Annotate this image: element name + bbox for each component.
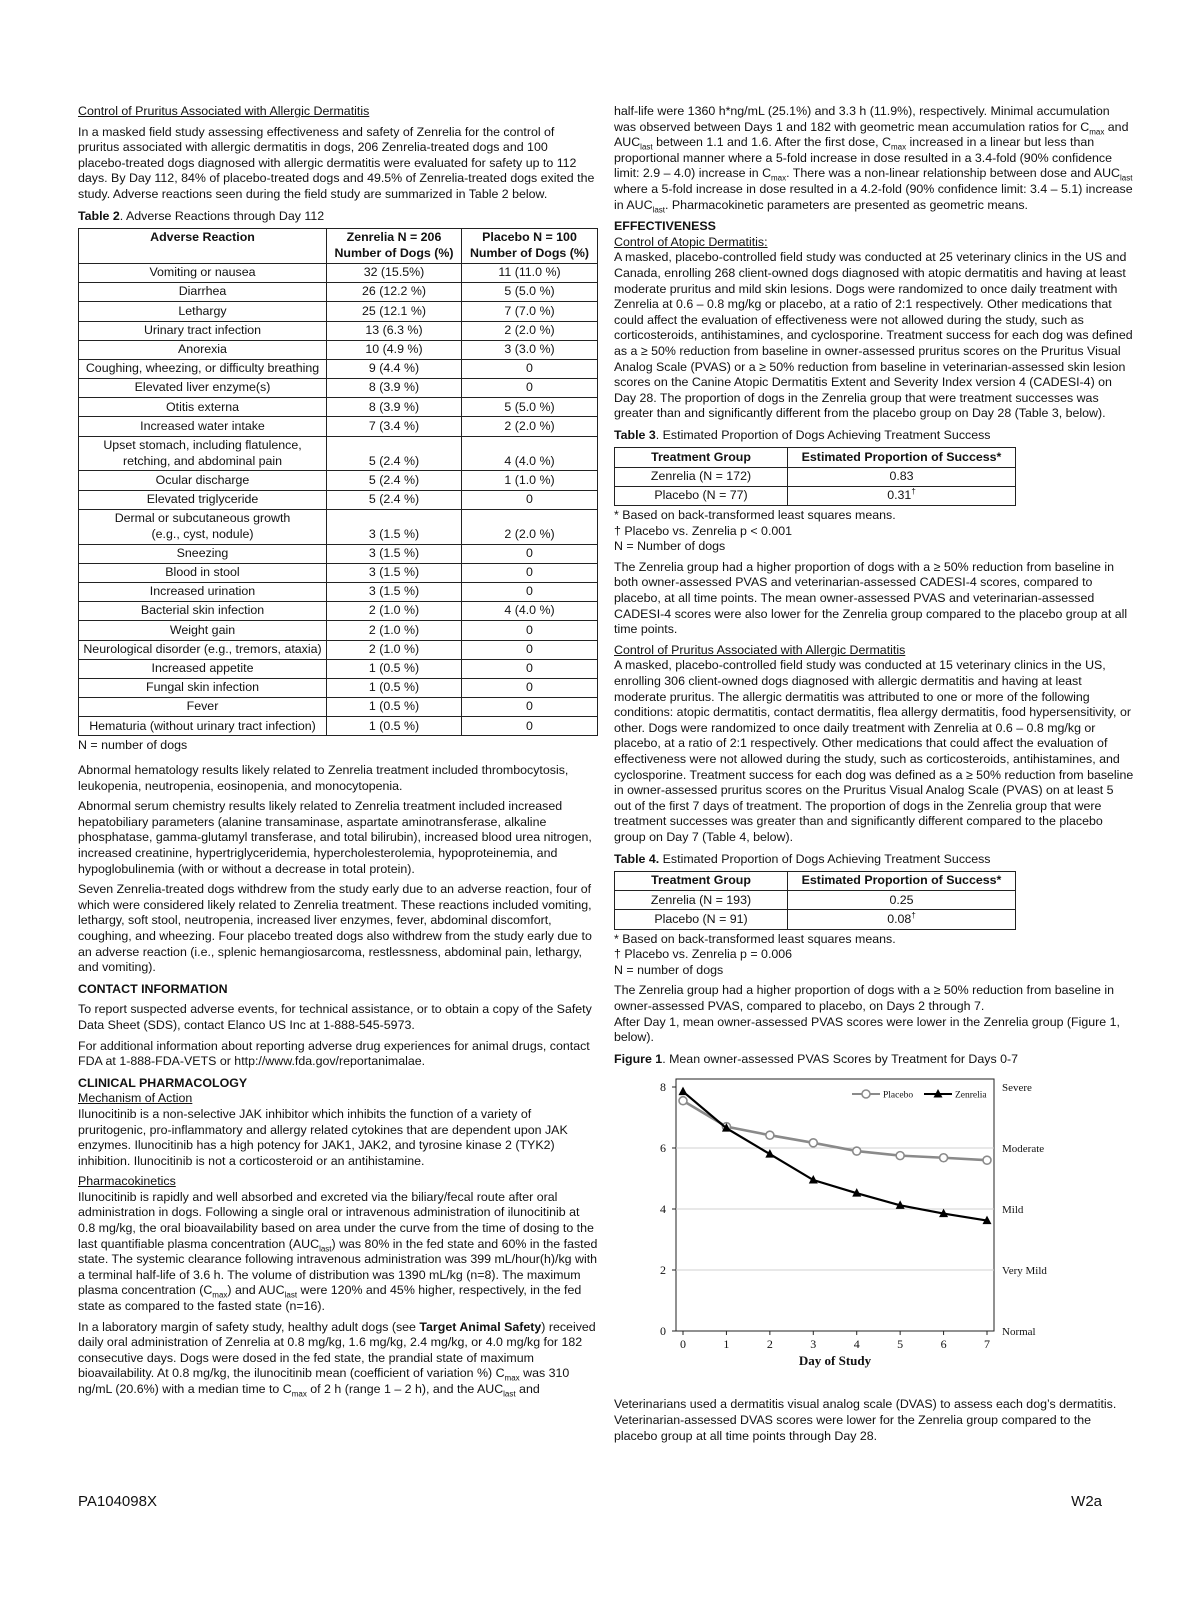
heading-clinical-pharmacology: CLINICAL PHARMACOLOGY — [78, 1075, 248, 1090]
y-tick-label: 2 — [660, 1263, 666, 1278]
table2-note: N = number of dogs — [78, 738, 188, 753]
x-tick-label: 5 — [897, 1337, 904, 1352]
table-row: Neurological disorder (e.g., tremors, ataxia) 2 (1.0 %) 0 — [79, 640, 598, 659]
table-row: Zenrelia (N = 193) 0.25 — [615, 891, 1016, 910]
paragraph-dvas: Veterinarians used a dermatitis visual analog scale (DVAS) to assess each dog’s dermatitis. Veterinarian-assessed DVAS scores were lower for the Zenrelia group compared to the placebo group at all time points through Day 28. — [614, 1397, 1117, 1443]
x-tick-label: 7 — [984, 1337, 990, 1352]
table4-note: N = number of dogs — [614, 962, 724, 977]
table-row: Elevated triglyceride 5 (2.4 %) 0 — [79, 490, 598, 509]
table-row: Vomiting or nausea 32 (15.5%) 11 (11.0 %) — [79, 263, 598, 282]
subheading-pharmacokinetics: Pharmacokinetics — [78, 1174, 176, 1189]
table3-note: † Placebo vs. Zenrelia p < 0.001 — [614, 523, 793, 538]
table3-note: * Based on back-transformed least squares means. — [614, 508, 896, 523]
x-tick-label: 0 — [680, 1337, 686, 1352]
figure1-caption: Figure 1. Mean owner-assessed PVAS Scores by Treatment for Days 0-7 — [614, 1051, 1019, 1066]
table-row: Lethargy 25 (12.1 %) 7 (7.0 %) — [79, 302, 598, 321]
table-row: Dermal or subcutaneous growth (e.g., cyst, nodule) 3 (1.5 %) 2 (2.0 %) — [79, 509, 598, 544]
table-header: Estimated Proportion of Success* — [788, 872, 1016, 891]
paragraph-allergic-result-1: The Zenrelia group had a higher proportion of dogs with a ≥ 50% reduction from baseline in owner-assessed PVAS, compared to placebo, on Days 2 through 7. — [614, 983, 1114, 1014]
x-tick-label: 6 — [940, 1337, 947, 1352]
treatment-success-table-3 — [614, 447, 1016, 506]
table-row: Fever 1 (0.5 %) 0 — [79, 698, 598, 717]
x-tick-label: 1 — [723, 1337, 730, 1352]
paragraph-margin-of-safety: In a laboratory margin of safety study, healthy adult dogs (see Target Animal Safety) received daily oral administration of Zenrelia at 0.8 mg/kg, 1.6 mg/kg, 2.4 mg/kg, or 4.0 mg/kg for 182 consecutive days. Dogs were dosed in the fed state, the prandial state of maximum bioavailability. At 0.8 mg/kg, the ilunocitinib mean (coefficient of variation %) $C_{max}$ was 310 ng/mL (20.6%) with a median time to $C_{max}$ of 2 h (range 1 – 2 h), and the $AUC_{last}$ and — [78, 1319, 596, 1399]
paragraph-serum-chemistry: Abnormal serum chemistry results likely related to Zenrelia treatment included increased hepatobiliary parameters (alanine transaminase, aspartate aminotransferase, alkaline phosphatase, gamma-glutamyl transferase, and total bilirubin), increased blood urea nitrogen, increased creatinine, hypertriglyceridemia, hypercholesterolemia, hypoproteinemia, and hypoglobulinemia (with or without a decrease in total protein). — [78, 799, 592, 876]
x-tick-label: 3 — [810, 1337, 817, 1352]
y-tick-label: 8 — [660, 1080, 666, 1095]
subheading-atopic: Control of Atopic Dermatitis: — [614, 234, 768, 249]
paragraph-contact-2: For additional information about reporting adverse drug experiences for animal drugs, contact FDA at 1-888-FDA-VETS or http://www.fda.gov/reportanimalae. — [78, 1038, 590, 1069]
paragraph-allergic-safety: In a masked field study assessing effectiveness and safety of Zenrelia for the control of pruritus associated with allergic dermatitis in dogs, 206 Zenrelia-treated dogs and 100 placebo-treated dogs diagnosed with allergic dermatitis were evaluated for safety up to 112 days. By Day 112, 84% of placebo-treated dogs and 49.5% of Zenrelia-treated dogs exited the study. Adverse reactions seen during the field study are summarized in Table 2 below. — [78, 124, 595, 201]
section-title-allergic: Control of Pruritus Associated with Allergic Dermatitis — [78, 104, 370, 118]
data-point-placebo — [766, 1132, 774, 1140]
severity-label: Very Mild — [1002, 1265, 1047, 1278]
table4-note: † Placebo vs. Zenrelia p = 0.006 — [614, 947, 793, 962]
data-point-placebo — [896, 1152, 904, 1160]
plot-frame — [676, 1079, 994, 1331]
table-row: Increased urination 3 (1.5 %) 0 — [79, 582, 598, 601]
paragraph-atopic-study: A masked, placebo-controlled field study was conducted at 25 veterinary clinics in the US and Canada, enrolling 268 client-owned dogs diagnosed with atopic dermatitis and having at least moderate pruritus and mild skin lesions. Dogs were randomized to once daily treatment with Zenrelia at 0.6 – 0.8 mg/kg or placebo, at a ratio of 2:1 respectively. Other medications that could affect the evaluation of effectiveness were not allowed during the study, such as corticosteroids, antihistamines, and cyclosporine. Treatment success for each dog was defined as a ≥ 50% reduction from baseline in owner-assessed pruritus scores on the Pruritus Visual Analog Scale (PVAS) or a ≥ 50% reduction from baseline in veterinarian-assessed skin lesion scores on the Canine Atopic Dermatitis Extent and Severity Index version 4 (CADESI-4) on Day 28. The proportion of dogs in the Zenrelia group that were treatment successes was greater than and significantly different from the placebo group on Day 28 (Table 3, below). — [614, 250, 1133, 421]
legend-label: Zenrelia — [955, 1090, 987, 1101]
paragraph-allergic-study: A masked, placebo-controlled field study was conducted at 15 veterinary clinics in the US, enrolling 306 client-owned dogs diagnosed with allergic dermatitis and having at least moderate pruritus. The allergic dermatitis was attributed to one or more of the following conditions: atopic dermatitis, contact dermatitis, flea allergy dermatitis, food hypersensitivity, or other. Dogs were randomized to once daily treatment with Zenrelia at 0.6 – 0.8 mg/kg or placebo, at a ratio of 2:1 respectively. Other medications that could affect the evaluation of effectiveness were not allowed during the study, such as corticosteroids, antihistamines, and cyclosporine. Treatment success for each dog was defined as a ≥ 50% reduction from baseline in owner-assessed pruritus scores on the Pruritus Visual Analog Scale (PVAS) on at least 5 out of the first 7 days of treatment. The proportion of dogs in the Zenrelia group that were treatment successes was greater than and significantly different compared to the placebo group on Day 7 (Table 4, below). — [614, 658, 1134, 844]
severity-label: Normal — [1002, 1326, 1036, 1339]
table-header: Treatment Group — [615, 872, 788, 891]
table-row: Upset stomach, including flatulence, retching, and abdominal pain 5 (2.4 %) 4 (4.0 %) — [79, 436, 598, 471]
table-row: Weight gain 2 (1.0 %) 0 — [79, 621, 598, 640]
data-point-placebo — [983, 1157, 991, 1165]
y-tick-label: 6 — [660, 1141, 666, 1156]
table4-caption: Table 4. Estimated Proportion of Dogs Achieving Treatment Success — [614, 851, 991, 866]
treatment-success-table-4 — [614, 871, 1016, 930]
table-header: Placebo N = 100 Number of Dogs (%) — [462, 229, 598, 264]
table-row: Diarrhea 26 (12.2 %) 5 (5.0 %) — [79, 283, 598, 302]
paragraph-pharmacokinetics: Ilunocitinib is rapidly and well absorbed and excreted via the biliary/fecal route after oral administration in dogs. Following a single oral or intravenous administration of ilunocitinib at 0.8 mg/kg, the oral bioavailability based on area under the curve from the time of dosing to the last quantifiable plasma concentration $(AUC_{last})$ was 80% in the fed state and 60% in the fasted state. The systemic clearance following intravenous administration was 399 mL/hour(h)/kg with a terminal half-life of 3.6 h. The volume of distribution was 1390 mL/kg (n=8). The maximum plasma concentration $(C_{max})$ and $AUC_{last}$ were 120% and 45% higher, respectively, in the fed state as compared to the fasted state (n=16). — [78, 1189, 598, 1314]
x-axis-label: Day of Study — [798, 1353, 872, 1369]
data-point-placebo — [940, 1154, 948, 1162]
paragraph-contact-1: To report suspected adverse events, for technical assistance, or to obtain a copy of the Safety Data Sheet (SDS), contact Elanco US Inc at 1-888-545-5973. — [78, 1002, 592, 1032]
severity-label: Mild — [1002, 1204, 1024, 1217]
table-header: Adverse Reaction — [79, 229, 327, 264]
paragraph-withdrawals: Seven Zenrelia-treated dogs withdrew from the study early due to an adverse reaction, four of which were considered likely related to Zenrelia treatment. These reactions included vomiting, lethargy, soft stool, neutropenia, increased liver enzymes, fever, abdominal discomfort, coughing, and wheezing. Four placebo treated dogs also withdrew from the study early due to an adverse reaction (i.e., splenic hemangiosarcoma, restlessness, abdominal pain, lethargy, and vomiting). — [78, 882, 592, 975]
paragraph-hematology: Abnormal hematology results likely related to Zenrelia treatment included thrombocytosis, leukopenia, neutropenia, eosinopenia, and monocytopenia. — [78, 763, 569, 793]
y-tick-label: 0 — [660, 1324, 666, 1339]
table-row: Urinary tract infection 13 (6.3 %) 2 (2.0 %) — [79, 321, 598, 340]
heading-effectiveness: EFFECTIVENESS — [614, 219, 716, 234]
data-point-placebo — [809, 1139, 817, 1147]
table-header: Treatment Group — [615, 448, 788, 467]
paragraph-allergic-result-2: After Day 1, mean owner-assessed PVAS scores were lower in the Zenrelia group (Figure 1, below). — [614, 1014, 1120, 1045]
right-column — [614, 104, 1134, 1449]
severity-label: Severe — [1002, 1082, 1032, 1095]
subheading-allergic: Control of Pruritus Associated with Allergic Dermatitis — [614, 642, 906, 657]
table-row: Coughing, wheezing, or difficulty breathing 9 (4.4 %) 0 — [79, 359, 598, 378]
table-row: Otitis externa 8 (3.9 %) 5 (5.0 %) — [79, 398, 598, 417]
subheading-mechanism: Mechanism of Action — [78, 1091, 193, 1106]
legend-label: Placebo — [883, 1090, 914, 1101]
pvas-line-chart — [614, 1073, 1084, 1391]
x-tick-label: 4 — [853, 1337, 860, 1352]
table-row: Fungal skin infection 1 (0.5 %) 0 — [79, 678, 598, 697]
table-row: Blood in stool 3 (1.5 %) 0 — [79, 563, 598, 582]
heading-contact: CONTACT INFORMATION — [78, 981, 228, 996]
adverse-reactions-table — [78, 228, 598, 736]
x-tick-label: 2 — [766, 1337, 773, 1352]
table-row: Placebo (N = 91) 0.08† — [615, 910, 1016, 929]
data-point-placebo — [679, 1097, 687, 1105]
data-point-placebo — [853, 1147, 861, 1155]
paragraph-atopic-result: The Zenrelia group had a higher proportion of dogs with a ≥ 50% reduction from baseline in both owner-assessed PVAS and veterinarian-assessed CADESI-4 scores, compared to placebo, at all time points. The mean owner-assessed PVAS and veterinarian-assessed CADESI-4 scores were also lower for the Zenrelia group compared to the placebo group at all time points. — [614, 559, 1128, 637]
table3-note: N = Number of dogs — [614, 539, 726, 554]
y-tick-label: 4 — [660, 1202, 666, 1217]
table-header: Zenrelia N = 206 Number of Dogs (%) — [327, 229, 462, 264]
left-column — [78, 104, 598, 1403]
table-row: Anorexia 10 (4.9 %) 3 (3.0 %) — [79, 340, 598, 359]
table-row: Placebo (N = 77) 0.31† — [615, 486, 1016, 505]
table-row: Hematuria (without urinary tract infection) 1 (0.5 %) 0 — [79, 717, 598, 736]
footer-page-id: W2a — [1071, 1493, 1102, 1510]
table-row: Elevated liver enzyme(s) 8 (3.9 %) 0 — [79, 379, 598, 398]
table-row: Bacterial skin infection 2 (1.0 %) 4 (4.0 %) — [79, 602, 598, 621]
paragraph-half-life: half-life were 1360 h*ng/mL (25.1%) and 3.3 h (11.9%), respectively. Minimal accumulation was observed between Days 1 and 182 with geometric mean accumulation ratios for $C_{max}$ and $AUC_{last}$ between 1.1 and 1.6. After the first dose, $C_{max}$ increased in a linear but less than proportional manner where a 5-fold increase in dose resulted in a 3.4-fold (90% confidence limit: 2.9 – 4.0) increase in $C_{max}$. There was a non-linear relationship between dose and $AUC_{last}$ where a 5-fold increase in dose resulted in a 4.2-fold (90% confidence limit: 3.4 – 5.1) increase in $AUC_{last}$. Pharmacokinetic parameters are presented as geometric means. — [614, 104, 1133, 215]
table-header: Estimated Proportion of Success* — [788, 448, 1016, 467]
footer-code: PA104098X — [78, 1493, 157, 1510]
legend-marker — [862, 1090, 870, 1098]
table-row: Sneezing 3 (1.5 %) 0 — [79, 544, 598, 563]
table-body — [79, 263, 598, 736]
table-row: Increased water intake 7 (3.4 %) 2 (2.0 %) — [79, 417, 598, 436]
table4-note: * Based on back-transformed least squares means. — [614, 931, 896, 946]
table2-caption: Table 2. Adverse Reactions through Day 112 — [78, 208, 325, 223]
table-row: Ocular discharge 5 (2.4 %) 1 (1.0 %) — [79, 471, 598, 490]
table-row: Increased appetite 1 (0.5 %) 0 — [79, 659, 598, 678]
paragraph-mechanism: Ilunocitinib is a non-selective JAK inhibitor which inhibits the function of a variety of pruritogenic, pro-inflammatory and allergy related cytokines that are dependent upon JAK enzymes. Ilunocitinib has a high potency for JAK1, JAK2, and tyrosine kinase 2 (TYK2) inhibition. Ilunocitinib is not a corticosteroid or an antihistamine. — [78, 1106, 568, 1168]
severity-label: Moderate — [1002, 1143, 1045, 1156]
table-row: Zenrelia (N = 172) 0.83 — [615, 467, 1016, 486]
table3-caption: Table 3. Estimated Proportion of Dogs Achieving Treatment Success — [614, 427, 991, 442]
pvas-chart-container — [614, 1073, 1134, 1391]
